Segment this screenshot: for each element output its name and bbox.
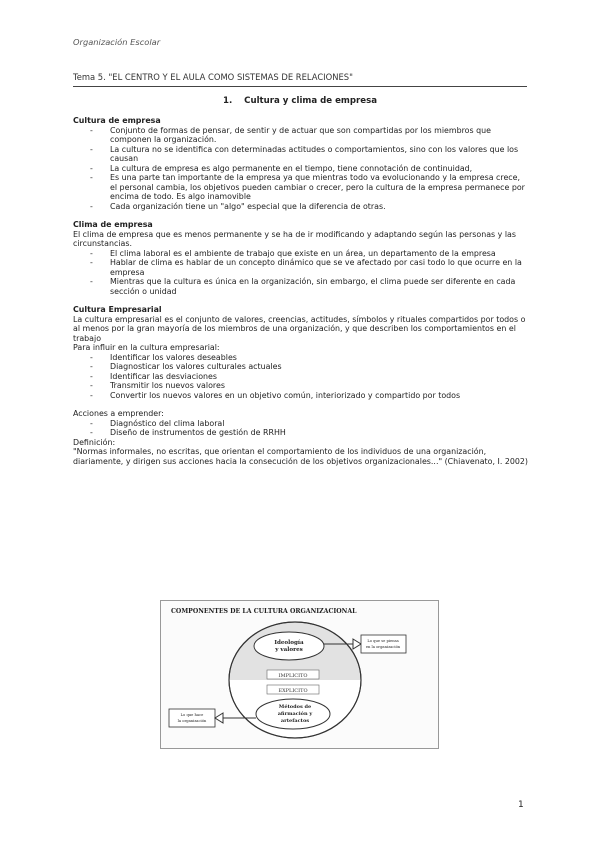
list-item: - Transmitir los nuevos valores bbox=[73, 381, 529, 391]
clima-intro: El clima de empresa que es menos permanente y se ha de ir modificando y adaptando según las personas y las circunstancias. bbox=[73, 229, 516, 248]
list-item: - Cada organización tiene un "algo" especial que la diferencia de otras. bbox=[73, 202, 529, 212]
hace-label-1: Lo que hace bbox=[180, 713, 204, 717]
arrow-right-icon bbox=[353, 639, 361, 649]
metodos-label-1: Métodos de bbox=[278, 704, 312, 710]
ideologia-label-2: y valores bbox=[275, 647, 303, 653]
acciones-label: Acciones a emprender: bbox=[73, 409, 164, 418]
influir-list bbox=[73, 353, 529, 401]
section-title: 1. Cultura y clima de empresa bbox=[222, 96, 378, 106]
list-item: - Diagnóstico del clima laboral bbox=[73, 419, 529, 429]
hace-box bbox=[169, 709, 215, 727]
metodos-label-2: afirmación y bbox=[277, 711, 313, 717]
hace-label-2: la organización bbox=[177, 719, 207, 723]
empresarial-intro: La cultura empresarial es el conjunto de valores, creencias, actitudes, símbolos y rituales compartidos por todos o al menos por la gran mayoría de los miembros de una organización, y que describen los comportamientos en el trabajo bbox=[73, 314, 526, 343]
piensa-label-2: en la organización bbox=[365, 645, 401, 649]
list-item: - Conjunto de formas de pensar, de sentir y de actuar que son compartidas por los miembros que componen la organización. bbox=[73, 126, 529, 145]
implicito-label: IMPLICITO bbox=[278, 673, 308, 679]
list-item: - Diseño de instrumentos de gestión de RRHH bbox=[73, 428, 529, 438]
piensa-label-1: Lo que se piensa bbox=[367, 639, 399, 643]
acciones-list bbox=[73, 419, 529, 438]
empresarial-heading: Cultura Empresarial bbox=[73, 305, 162, 314]
cultura-list bbox=[73, 126, 529, 212]
definicion-label: Definición: bbox=[73, 437, 116, 447]
list-item: - El clima laboral es el ambiente de trabajo que existe en un área, un departamento de la empresa bbox=[73, 249, 529, 259]
running-header: Organización Escolar bbox=[73, 37, 161, 47]
figure-title: COMPONENTES DE LA CULTURA ORGANIZACIONAL bbox=[171, 608, 357, 615]
document-body bbox=[73, 116, 529, 466]
document-title: Tema 5. "EL CENTRO Y EL AULA COMO SISTEMAS DE RELACIONES" bbox=[73, 72, 353, 82]
spacer bbox=[73, 400, 529, 409]
list-item: - Convertir los nuevos valores en un objetivo común, interiorizado y compartido por todos bbox=[73, 391, 529, 401]
culture-components-figure bbox=[160, 600, 439, 749]
list-item: - La cultura de empresa es algo permanente en el tiempo, tiene connotación de continuidad, bbox=[73, 164, 529, 174]
explicito-label: EXPLICITO bbox=[278, 688, 308, 694]
arrow-left-icon bbox=[215, 713, 223, 723]
list-item: - Es una parte tan importante de la empresa ya que mientras todo va evolucionando y la empresa crece, el personal cambia, los objetivos pueden cambiar o crecer, pero la cultura de la empresa permanece por encima de todo. Es algo inamovible bbox=[73, 173, 529, 202]
cultura-heading: Cultura de empresa bbox=[73, 116, 161, 125]
clima-heading: Clima de empresa bbox=[73, 220, 153, 229]
culture-diagram bbox=[161, 601, 438, 748]
list-item: - Identificar las desviaciones bbox=[73, 372, 529, 382]
piensa-box bbox=[361, 635, 406, 653]
clima-list bbox=[73, 249, 529, 297]
influir-label: Para influir en la cultura empresarial: bbox=[73, 343, 220, 352]
ideologia-ellipse bbox=[254, 632, 324, 660]
list-item: - Hablar de clima es hablar de un concepto dinámico que se ve afectado por casi todo lo que ocurre en la empresa bbox=[73, 258, 529, 277]
list-item: - Diagnosticar los valores culturales actuales bbox=[73, 362, 529, 372]
definicion-text: "Normas informales, no escritas, que orientan el comportamiento de los individuos de una organización, diariamente, y dirigen sus acciones hacia la consecución de los objetivos organizacionales..." (Chiavenato, I. 2002) bbox=[73, 447, 529, 466]
list-item: - Identificar los valores deseables bbox=[73, 353, 529, 363]
page-number: 1 bbox=[518, 800, 524, 810]
title-divider bbox=[73, 86, 527, 87]
metodos-label-3: artefactos bbox=[280, 718, 310, 724]
list-item: - La cultura no se identifica con determinadas actitudes o comportamientos, sino con los valores que los causan bbox=[73, 145, 529, 164]
ideologia-label-1: Ideología bbox=[274, 640, 304, 646]
list-item: - Mientras que la cultura es única en la organización, sin embargo, el clima puede ser diferente en cada sección o unidad bbox=[73, 277, 529, 296]
